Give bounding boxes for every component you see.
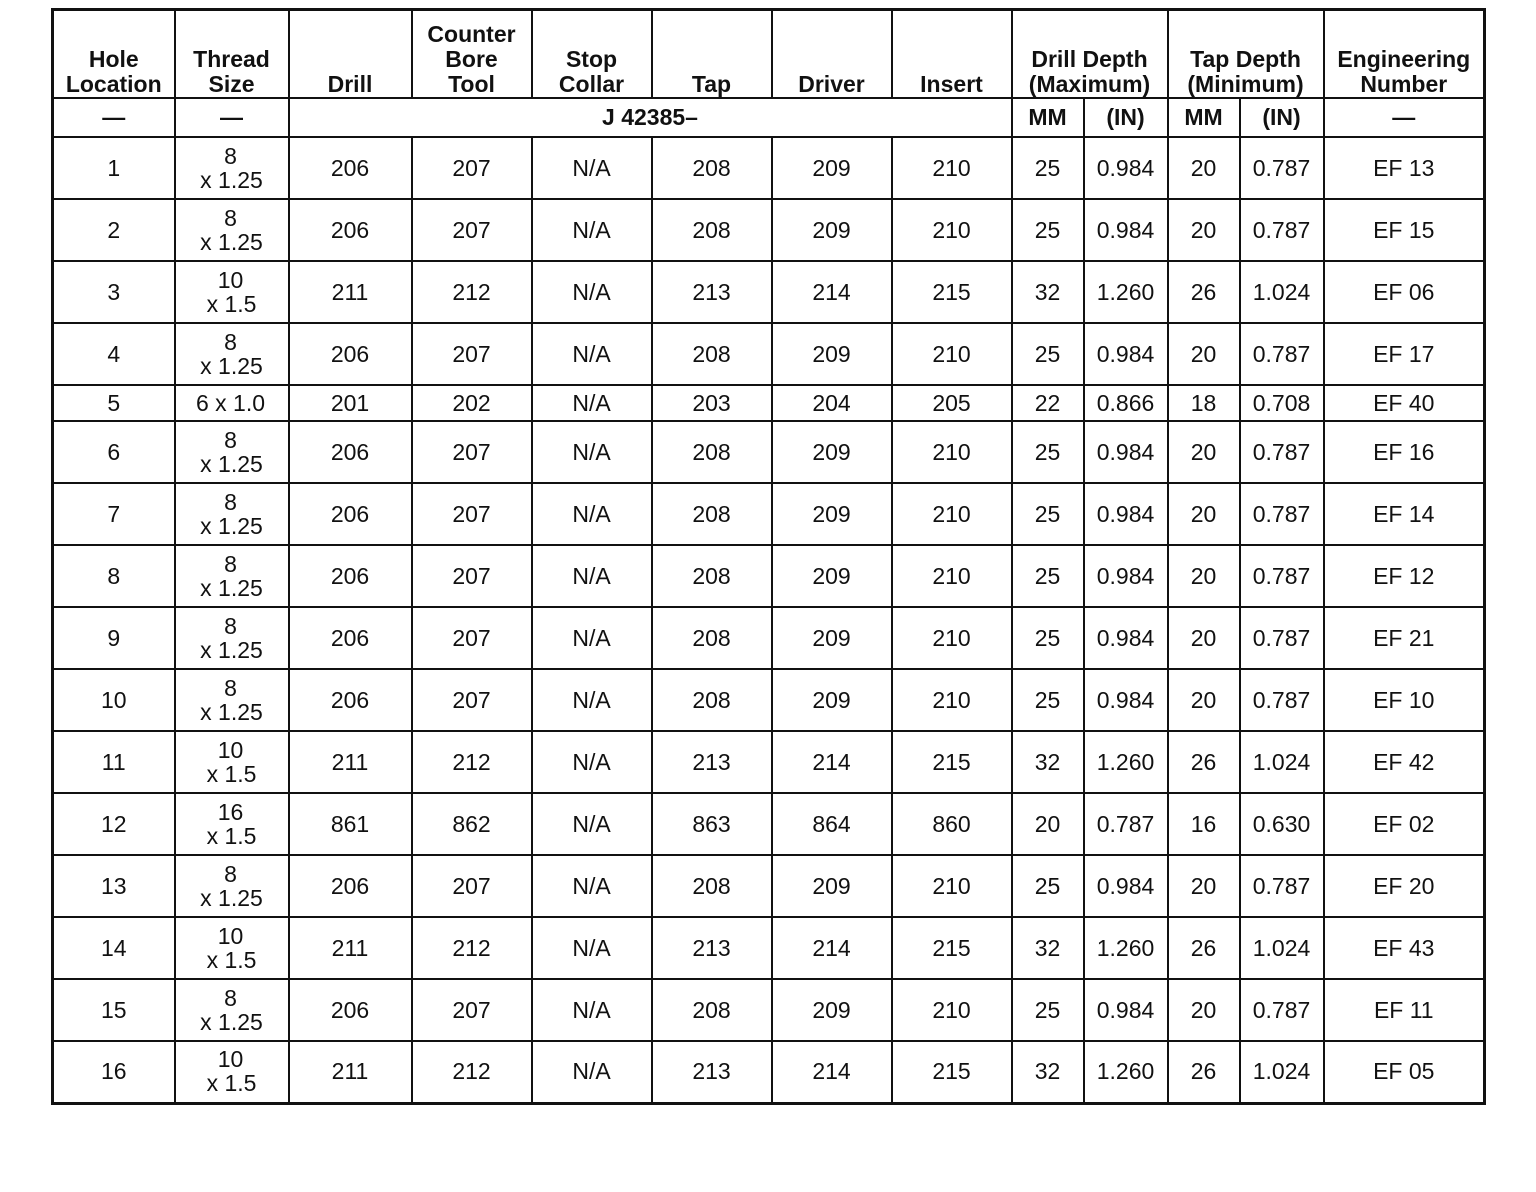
cell-thread-size bbox=[175, 137, 289, 199]
col-counter-bore-tool: Counter Bore Tool bbox=[412, 10, 532, 99]
table-row bbox=[53, 199, 1485, 261]
thread-size-diameter: 8 bbox=[224, 550, 237, 577]
thread-size-pitch: x 1.5 bbox=[206, 290, 257, 317]
cell-hole-location: 10 bbox=[53, 669, 175, 731]
col-drill-depth: Drill Depth (Maximum) bbox=[1012, 10, 1168, 99]
cell-tap: 208 bbox=[652, 323, 772, 385]
cell-insert: 210 bbox=[892, 607, 1012, 669]
cell-hole-location: 4 bbox=[53, 323, 175, 385]
cell-driver: 209 bbox=[772, 137, 892, 199]
cell-drill-depth-mm: 25 bbox=[1012, 669, 1084, 731]
cell-tap: 208 bbox=[652, 545, 772, 607]
cell-engineering-number: EF 12 bbox=[1324, 545, 1485, 607]
cell-drill-depth-in: 0.984 bbox=[1084, 607, 1168, 669]
cell-drill-depth-in: 0.984 bbox=[1084, 855, 1168, 917]
cell-tap-depth-mm: 20 bbox=[1168, 669, 1240, 731]
cell-tap-depth-mm: 20 bbox=[1168, 545, 1240, 607]
cell-tap-depth-in: 0.787 bbox=[1240, 323, 1324, 385]
cell-hole-location: 14 bbox=[53, 917, 175, 979]
cell-counter-bore-tool: 207 bbox=[412, 323, 532, 385]
thread-size-pitch: x 1.25 bbox=[200, 166, 263, 193]
cell-drill-depth-mm: 25 bbox=[1012, 607, 1084, 669]
cell-driver: 209 bbox=[772, 199, 892, 261]
table-row bbox=[53, 385, 1485, 421]
thread-size-diameter: 6 x 1.0 bbox=[195, 389, 266, 416]
cell-counter-bore-tool: 207 bbox=[412, 545, 532, 607]
cell-counter-bore-tool: 862 bbox=[412, 793, 532, 855]
cell-tap: 208 bbox=[652, 979, 772, 1041]
cell-stop-collar: N/A bbox=[532, 855, 652, 917]
cell-drill: 206 bbox=[289, 855, 412, 917]
col-driver: Driver bbox=[772, 10, 892, 99]
cell-stop-collar: N/A bbox=[532, 545, 652, 607]
table-row bbox=[53, 137, 1485, 199]
cell-drill-depth-mm: 25 bbox=[1012, 323, 1084, 385]
cell-drill: 211 bbox=[289, 1041, 412, 1103]
cell-hole-location: 9 bbox=[53, 607, 175, 669]
thread-size-diameter: 8 bbox=[224, 328, 237, 355]
cell-counter-bore-tool: 207 bbox=[412, 137, 532, 199]
cell-tap-depth-mm: 20 bbox=[1168, 979, 1240, 1041]
cell-tap-depth-mm: 16 bbox=[1168, 793, 1240, 855]
cell-drill-depth-mm: 25 bbox=[1012, 979, 1084, 1041]
cell-drill: 206 bbox=[289, 979, 412, 1041]
cell-tap-depth-mm: 20 bbox=[1168, 855, 1240, 917]
cell-counter-bore-tool: 202 bbox=[412, 385, 532, 421]
cell-tap-depth-in: 0.787 bbox=[1240, 137, 1324, 199]
cell-stop-collar: N/A bbox=[532, 199, 652, 261]
cell-thread-size bbox=[175, 855, 289, 917]
sub-engineering-number: — bbox=[1324, 98, 1485, 137]
cell-tap-depth-in: 0.630 bbox=[1240, 793, 1324, 855]
cell-stop-collar: N/A bbox=[532, 979, 652, 1041]
cell-engineering-number: EF 05 bbox=[1324, 1041, 1485, 1103]
cell-driver: 209 bbox=[772, 323, 892, 385]
cell-engineering-number: EF 13 bbox=[1324, 137, 1485, 199]
cell-hole-location: 13 bbox=[53, 855, 175, 917]
cell-driver: 864 bbox=[772, 793, 892, 855]
cell-thread-size bbox=[175, 421, 289, 483]
thread-size-diameter: 8 bbox=[224, 426, 237, 453]
cell-tap-depth-in: 0.708 bbox=[1240, 385, 1324, 421]
col-stop-collar: Stop Collar bbox=[532, 10, 652, 99]
cell-drill: 206 bbox=[289, 607, 412, 669]
cell-tap: 863 bbox=[652, 793, 772, 855]
header-row bbox=[53, 10, 1485, 99]
thread-size-pitch: x 1.25 bbox=[200, 512, 263, 539]
table-row bbox=[53, 979, 1485, 1041]
cell-engineering-number: EF 40 bbox=[1324, 385, 1485, 421]
thread-size-pitch: x 1.5 bbox=[206, 1070, 257, 1097]
cell-hole-location: 1 bbox=[53, 137, 175, 199]
sub-drill-in: (IN) bbox=[1084, 98, 1168, 137]
sub-hole-location: — bbox=[53, 98, 175, 137]
cell-drill: 206 bbox=[289, 421, 412, 483]
cell-counter-bore-tool: 207 bbox=[412, 421, 532, 483]
table-row bbox=[53, 421, 1485, 483]
table-row bbox=[53, 917, 1485, 979]
thread-size-diameter: 10 bbox=[217, 922, 244, 949]
cell-insert: 210 bbox=[892, 855, 1012, 917]
cell-stop-collar: N/A bbox=[532, 607, 652, 669]
cell-drill-depth-mm: 32 bbox=[1012, 917, 1084, 979]
cell-tap-depth-in: 0.787 bbox=[1240, 607, 1324, 669]
table-row bbox=[53, 669, 1485, 731]
cell-drill-depth-mm: 20 bbox=[1012, 793, 1084, 855]
cell-insert: 210 bbox=[892, 199, 1012, 261]
cell-insert: 210 bbox=[892, 545, 1012, 607]
cell-drill: 211 bbox=[289, 261, 412, 323]
cell-tap-depth-mm: 26 bbox=[1168, 1041, 1240, 1103]
thread-size-diameter: 8 bbox=[224, 612, 237, 639]
cell-engineering-number: EF 43 bbox=[1324, 917, 1485, 979]
cell-hole-location: 3 bbox=[53, 261, 175, 323]
cell-tap-depth-in: 0.787 bbox=[1240, 979, 1324, 1041]
cell-thread-size bbox=[175, 261, 289, 323]
cell-tap: 208 bbox=[652, 199, 772, 261]
cell-tap-depth-in: 1.024 bbox=[1240, 731, 1324, 793]
cell-tap: 208 bbox=[652, 607, 772, 669]
cell-stop-collar: N/A bbox=[532, 323, 652, 385]
cell-drill-depth-in: 0.984 bbox=[1084, 483, 1168, 545]
cell-tap-depth-in: 0.787 bbox=[1240, 199, 1324, 261]
cell-drill: 211 bbox=[289, 917, 412, 979]
cell-tap-depth-in: 1.024 bbox=[1240, 917, 1324, 979]
cell-thread-size bbox=[175, 385, 289, 421]
cell-drill-depth-mm: 25 bbox=[1012, 199, 1084, 261]
cell-thread-size bbox=[175, 793, 289, 855]
cell-thread-size bbox=[175, 917, 289, 979]
cell-driver: 214 bbox=[772, 731, 892, 793]
cell-tap: 213 bbox=[652, 261, 772, 323]
cell-tap-depth-in: 0.787 bbox=[1240, 545, 1324, 607]
cell-tap-depth-in: 0.787 bbox=[1240, 855, 1324, 917]
thread-size-diameter: 8 bbox=[224, 674, 237, 701]
cell-counter-bore-tool: 207 bbox=[412, 669, 532, 731]
cell-tap-depth-in: 1.024 bbox=[1240, 261, 1324, 323]
cell-tap: 213 bbox=[652, 731, 772, 793]
cell-stop-collar: N/A bbox=[532, 421, 652, 483]
cell-drill-depth-in: 0.866 bbox=[1084, 385, 1168, 421]
col-tap: Tap bbox=[652, 10, 772, 99]
cell-tap-depth-in: 0.787 bbox=[1240, 483, 1324, 545]
cell-drill-depth-in: 1.260 bbox=[1084, 917, 1168, 979]
cell-counter-bore-tool: 212 bbox=[412, 1041, 532, 1103]
cell-driver: 214 bbox=[772, 917, 892, 979]
cell-drill: 206 bbox=[289, 137, 412, 199]
cell-engineering-number: EF 17 bbox=[1324, 323, 1485, 385]
cell-tap: 208 bbox=[652, 137, 772, 199]
cell-insert: 210 bbox=[892, 137, 1012, 199]
cell-stop-collar: N/A bbox=[532, 793, 652, 855]
cell-drill: 206 bbox=[289, 199, 412, 261]
cell-drill-depth-in: 0.984 bbox=[1084, 669, 1168, 731]
thread-size-pitch: x 1.25 bbox=[200, 574, 263, 601]
cell-drill: 206 bbox=[289, 483, 412, 545]
thread-size-diameter: 10 bbox=[217, 736, 244, 763]
cell-thread-size bbox=[175, 979, 289, 1041]
cell-thread-size bbox=[175, 731, 289, 793]
cell-drill-depth-mm: 25 bbox=[1012, 421, 1084, 483]
cell-engineering-number: EF 10 bbox=[1324, 669, 1485, 731]
sub-tap-mm: MM bbox=[1168, 98, 1240, 137]
cell-tap-depth-mm: 26 bbox=[1168, 731, 1240, 793]
cell-driver: 214 bbox=[772, 1041, 892, 1103]
cell-engineering-number: EF 21 bbox=[1324, 607, 1485, 669]
thread-size-pitch: x 1.5 bbox=[206, 760, 257, 787]
cell-drill-depth-in: 0.984 bbox=[1084, 199, 1168, 261]
thread-size-pitch: x 1.5 bbox=[206, 946, 257, 973]
cell-tap-depth-in: 0.787 bbox=[1240, 669, 1324, 731]
cell-drill-depth-mm: 32 bbox=[1012, 261, 1084, 323]
cell-tap-depth-mm: 26 bbox=[1168, 917, 1240, 979]
cell-insert: 210 bbox=[892, 483, 1012, 545]
cell-drill-depth-in: 0.984 bbox=[1084, 323, 1168, 385]
cell-counter-bore-tool: 207 bbox=[412, 855, 532, 917]
cell-stop-collar: N/A bbox=[532, 137, 652, 199]
cell-tap-depth-in: 0.787 bbox=[1240, 421, 1324, 483]
thread-size-diameter: 8 bbox=[224, 488, 237, 515]
cell-engineering-number: EF 14 bbox=[1324, 483, 1485, 545]
cell-thread-size bbox=[175, 1041, 289, 1103]
thread-size-diameter: 8 bbox=[224, 204, 237, 231]
cell-insert: 215 bbox=[892, 731, 1012, 793]
cell-engineering-number: EF 20 bbox=[1324, 855, 1485, 917]
cell-insert: 205 bbox=[892, 385, 1012, 421]
cell-insert: 215 bbox=[892, 261, 1012, 323]
col-drill: Drill bbox=[289, 10, 412, 99]
col-hole-location: Hole Location bbox=[53, 10, 175, 99]
cell-tap: 208 bbox=[652, 421, 772, 483]
cell-drill: 206 bbox=[289, 669, 412, 731]
cell-hole-location: 7 bbox=[53, 483, 175, 545]
cell-tap-depth-mm: 20 bbox=[1168, 421, 1240, 483]
col-tap-depth: Tap Depth (Minimum) bbox=[1168, 10, 1324, 99]
thread-size-pitch: x 1.25 bbox=[200, 1008, 263, 1035]
cell-driver: 209 bbox=[772, 545, 892, 607]
cell-hole-location: 6 bbox=[53, 421, 175, 483]
cell-tap: 203 bbox=[652, 385, 772, 421]
cell-counter-bore-tool: 207 bbox=[412, 979, 532, 1041]
table-row bbox=[53, 793, 1485, 855]
cell-tap: 208 bbox=[652, 669, 772, 731]
cell-drill: 201 bbox=[289, 385, 412, 421]
cell-drill-depth-mm: 25 bbox=[1012, 855, 1084, 917]
cell-engineering-number: EF 11 bbox=[1324, 979, 1485, 1041]
table-row bbox=[53, 323, 1485, 385]
thread-size-diameter: 8 bbox=[224, 142, 237, 169]
cell-counter-bore-tool: 212 bbox=[412, 917, 532, 979]
thread-size-diameter: 8 bbox=[224, 860, 237, 887]
thread-size-pitch: x 1.25 bbox=[200, 636, 263, 663]
cell-stop-collar: N/A bbox=[532, 669, 652, 731]
cell-tap: 208 bbox=[652, 483, 772, 545]
thread-size-pitch: x 1.5 bbox=[206, 822, 257, 849]
table-row bbox=[53, 261, 1485, 323]
cell-driver: 209 bbox=[772, 979, 892, 1041]
cell-drill-depth-in: 0.984 bbox=[1084, 545, 1168, 607]
cell-drill-depth-in: 0.984 bbox=[1084, 421, 1168, 483]
cell-driver: 209 bbox=[772, 669, 892, 731]
cell-tap-depth-mm: 20 bbox=[1168, 199, 1240, 261]
cell-tap-depth-in: 1.024 bbox=[1240, 1041, 1324, 1103]
cell-drill: 861 bbox=[289, 793, 412, 855]
cell-tap-depth-mm: 18 bbox=[1168, 385, 1240, 421]
cell-counter-bore-tool: 207 bbox=[412, 607, 532, 669]
cell-driver: 204 bbox=[772, 385, 892, 421]
cell-driver: 214 bbox=[772, 261, 892, 323]
col-thread-size: Thread Size bbox=[175, 10, 289, 99]
thread-size-diameter: 10 bbox=[217, 1046, 244, 1073]
thread-size-pitch: x 1.25 bbox=[200, 698, 263, 725]
sub-thread-size: — bbox=[175, 98, 289, 137]
cell-tap-depth-mm: 20 bbox=[1168, 137, 1240, 199]
table-body bbox=[53, 137, 1485, 1103]
cell-engineering-number: EF 42 bbox=[1324, 731, 1485, 793]
thread-size-pitch: x 1.25 bbox=[200, 352, 263, 379]
cell-counter-bore-tool: 207 bbox=[412, 483, 532, 545]
cell-counter-bore-tool: 212 bbox=[412, 731, 532, 793]
cell-engineering-number: EF 16 bbox=[1324, 421, 1485, 483]
sub-tool-prefix: J 42385– bbox=[289, 98, 1012, 137]
cell-thread-size bbox=[175, 483, 289, 545]
cell-drill: 211 bbox=[289, 731, 412, 793]
cell-drill-depth-mm: 25 bbox=[1012, 137, 1084, 199]
cell-drill-depth-in: 1.260 bbox=[1084, 1041, 1168, 1103]
subheader-row bbox=[53, 98, 1485, 137]
cell-hole-location: 5 bbox=[53, 385, 175, 421]
sub-drill-mm: MM bbox=[1012, 98, 1084, 137]
cell-drill-depth-in: 0.984 bbox=[1084, 137, 1168, 199]
cell-drill-depth-mm: 25 bbox=[1012, 545, 1084, 607]
thread-size-pitch: x 1.25 bbox=[200, 884, 263, 911]
cell-counter-bore-tool: 212 bbox=[412, 261, 532, 323]
col-engineering-number: Engineering Number bbox=[1324, 10, 1485, 99]
cell-thread-size bbox=[175, 545, 289, 607]
table-row bbox=[53, 483, 1485, 545]
sub-tap-in: (IN) bbox=[1240, 98, 1324, 137]
cell-drill-depth-mm: 25 bbox=[1012, 483, 1084, 545]
cell-drill-depth-in: 1.260 bbox=[1084, 261, 1168, 323]
cell-driver: 209 bbox=[772, 483, 892, 545]
cell-tap-depth-mm: 26 bbox=[1168, 261, 1240, 323]
cell-stop-collar: N/A bbox=[532, 483, 652, 545]
cell-insert: 210 bbox=[892, 979, 1012, 1041]
cell-drill: 206 bbox=[289, 323, 412, 385]
cell-insert: 210 bbox=[892, 323, 1012, 385]
thread-size-diameter: 8 bbox=[224, 984, 237, 1011]
thread-repair-tool-table bbox=[51, 8, 1486, 1105]
cell-stop-collar: N/A bbox=[532, 261, 652, 323]
cell-stop-collar: N/A bbox=[532, 731, 652, 793]
col-insert: Insert bbox=[892, 10, 1012, 99]
cell-drill-depth-in: 1.260 bbox=[1084, 731, 1168, 793]
cell-tap: 208 bbox=[652, 855, 772, 917]
cell-insert: 215 bbox=[892, 917, 1012, 979]
cell-drill-depth-mm: 32 bbox=[1012, 1041, 1084, 1103]
table-row bbox=[53, 1041, 1485, 1103]
cell-hole-location: 16 bbox=[53, 1041, 175, 1103]
cell-tap: 213 bbox=[652, 1041, 772, 1103]
cell-tap-depth-mm: 20 bbox=[1168, 607, 1240, 669]
cell-drill-depth-mm: 32 bbox=[1012, 731, 1084, 793]
cell-thread-size bbox=[175, 607, 289, 669]
table-row bbox=[53, 855, 1485, 917]
cell-engineering-number: EF 02 bbox=[1324, 793, 1485, 855]
cell-stop-collar: N/A bbox=[532, 917, 652, 979]
cell-hole-location: 8 bbox=[53, 545, 175, 607]
table-row bbox=[53, 731, 1485, 793]
thread-size-diameter: 16 bbox=[217, 798, 244, 825]
cell-hole-location: 12 bbox=[53, 793, 175, 855]
thread-size-diameter: 10 bbox=[217, 266, 244, 293]
thread-size-pitch: x 1.25 bbox=[200, 228, 263, 255]
cell-hole-location: 2 bbox=[53, 199, 175, 261]
cell-drill: 206 bbox=[289, 545, 412, 607]
cell-driver: 209 bbox=[772, 607, 892, 669]
cell-thread-size bbox=[175, 199, 289, 261]
cell-counter-bore-tool: 207 bbox=[412, 199, 532, 261]
cell-hole-location: 11 bbox=[53, 731, 175, 793]
cell-driver: 209 bbox=[772, 421, 892, 483]
cell-insert: 860 bbox=[892, 793, 1012, 855]
cell-tap-depth-mm: 20 bbox=[1168, 323, 1240, 385]
table-row bbox=[53, 607, 1485, 669]
cell-drill-depth-in: 0.984 bbox=[1084, 979, 1168, 1041]
cell-insert: 210 bbox=[892, 421, 1012, 483]
cell-tap: 213 bbox=[652, 917, 772, 979]
cell-insert: 215 bbox=[892, 1041, 1012, 1103]
cell-thread-size bbox=[175, 323, 289, 385]
cell-drill-depth-in: 0.787 bbox=[1084, 793, 1168, 855]
cell-insert: 210 bbox=[892, 669, 1012, 731]
cell-stop-collar: N/A bbox=[532, 1041, 652, 1103]
table-row bbox=[53, 545, 1485, 607]
cell-thread-size bbox=[175, 669, 289, 731]
cell-hole-location: 15 bbox=[53, 979, 175, 1041]
cell-driver: 209 bbox=[772, 855, 892, 917]
cell-engineering-number: EF 06 bbox=[1324, 261, 1485, 323]
cell-drill-depth-mm: 22 bbox=[1012, 385, 1084, 421]
thread-size-pitch: x 1.25 bbox=[200, 450, 263, 477]
cell-engineering-number: EF 15 bbox=[1324, 199, 1485, 261]
cell-tap-depth-mm: 20 bbox=[1168, 483, 1240, 545]
cell-stop-collar: N/A bbox=[532, 385, 652, 421]
